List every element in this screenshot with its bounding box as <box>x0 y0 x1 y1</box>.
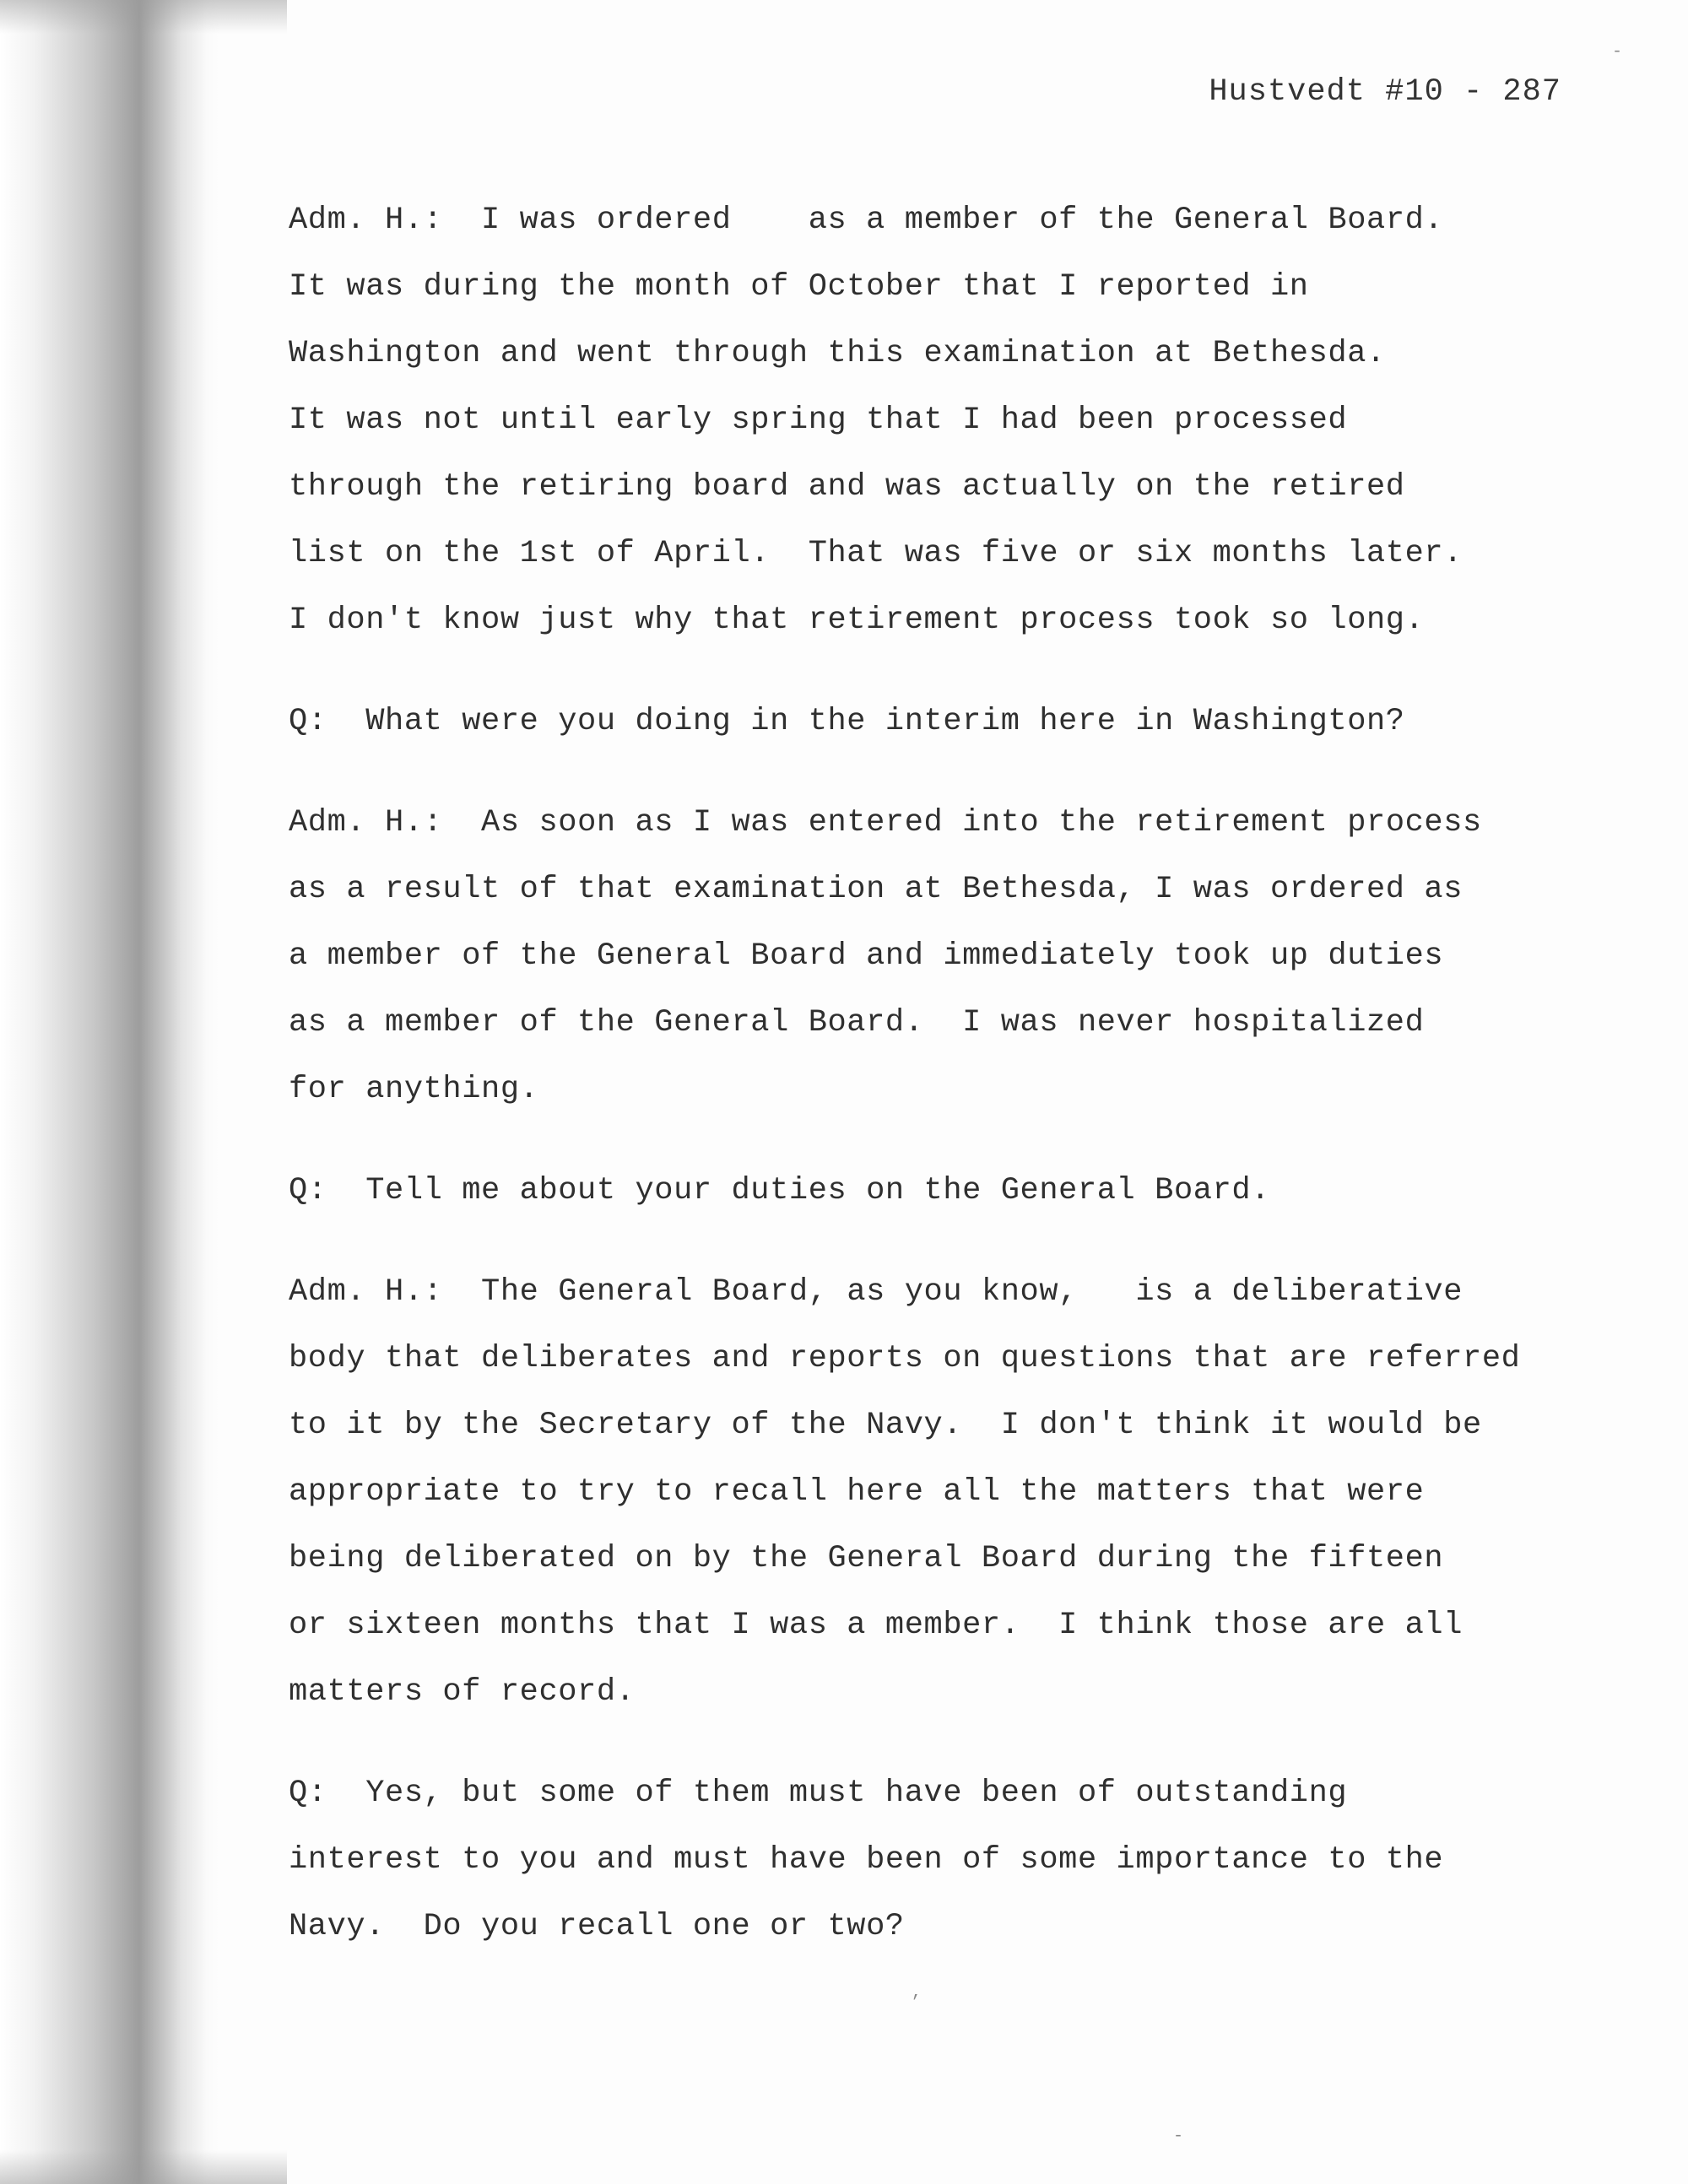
transcript-line: It was not until early spring that I had been processed <box>289 403 1348 438</box>
speaker-label: Q: <box>289 704 327 739</box>
line-text: What were you doing in the interim here in Washington? <box>365 704 1405 739</box>
transcript-line: a member of the General Board and immediately took up duties <box>289 938 1444 974</box>
transcript-line <box>289 1776 1347 1811</box>
transcript-line <box>289 203 1443 238</box>
speaker-label: Q: <box>289 1173 327 1208</box>
transcript-line <box>289 1274 1463 1310</box>
transcript-line: It was during the month of October that I reported in <box>289 269 1309 305</box>
transcript-line: as a member of the General Board. I was never hospitalized <box>289 1005 1425 1041</box>
transcript-line: or sixteen months that I was a member. I think those are all <box>289 1608 1463 1643</box>
transcript-line: as a result of that examination at Bethesda, I was ordered as <box>289 872 1463 907</box>
line-text: As soon as I was entered into the retirement process <box>481 805 1482 841</box>
transcript-line: Navy. Do you recall one or two? <box>289 1909 905 1944</box>
transcript-line <box>289 704 1405 739</box>
transcript-line: list on the 1st of April. That was five or six months later. <box>289 536 1463 571</box>
speaker-label: Q: <box>289 1776 327 1811</box>
speaker-label: Adm. H.: <box>289 203 443 238</box>
speaker-label: Adm. H.: <box>289 1274 443 1310</box>
line-text: The General Board, as you know, is a deliberative <box>481 1274 1463 1310</box>
binding-shadow-top <box>0 0 287 34</box>
transcript-line <box>289 805 1482 841</box>
transcript-line: I don't know just why that retirement process took so long. <box>289 603 1425 638</box>
line-text: Tell me about your duties on the General Board. <box>365 1173 1270 1208</box>
transcript-line: to it by the Secretary of the Navy. I don't think it would be <box>289 1408 1482 1443</box>
transcript-line: Washington and went through this examination at Bethesda. <box>289 336 1386 371</box>
scan-speck: - <box>1612 42 1623 62</box>
scan-speck: , <box>912 1983 922 2003</box>
speaker-label: Adm. H.: <box>289 805 443 841</box>
transcript-line: body that deliberates and reports on questions that are referred <box>289 1341 1521 1376</box>
transcript-line: for anything. <box>289 1072 539 1107</box>
transcript-line: being deliberated on by the General Board during the fifteen <box>289 1541 1444 1576</box>
binding-shadow-bottom <box>0 2150 287 2184</box>
transcript-line: interest to you and must have been of some importance to the <box>289 1842 1444 1878</box>
scan-speck: - <box>1173 2127 1184 2146</box>
transcript-line: matters of record. <box>289 1674 636 1710</box>
transcript-line <box>289 1173 1270 1208</box>
line-text: Yes, but some of them must have been of outstanding <box>365 1776 1348 1811</box>
page-label: Hustvedt #10 - 287 <box>1209 74 1561 110</box>
binding-shadow <box>0 0 219 2184</box>
transcript-line: through the retiring board and was actually on the retired <box>289 469 1405 505</box>
transcript-line: appropriate to try to recall here all the matters that were <box>289 1474 1425 1510</box>
line-text: I was ordered as a member of the General Board. <box>481 203 1444 238</box>
